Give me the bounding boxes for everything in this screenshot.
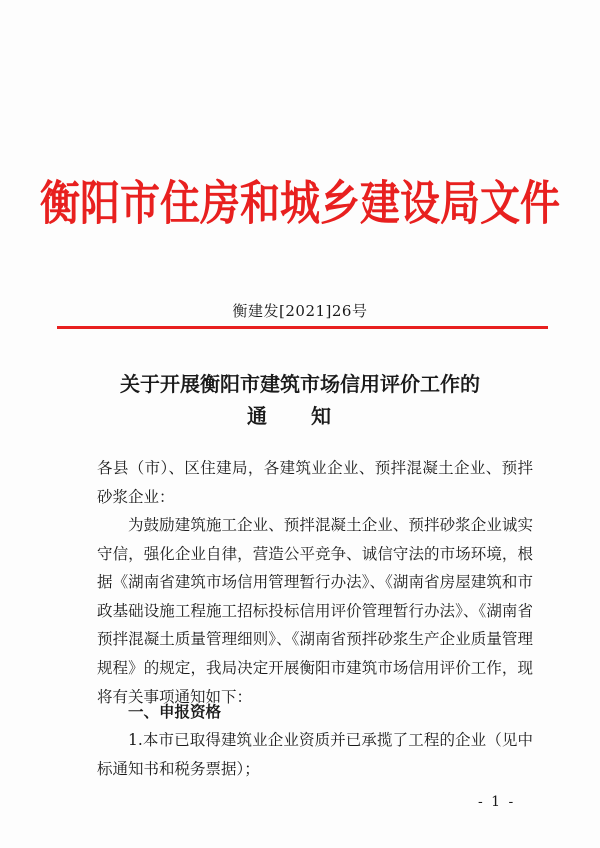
document-number: 衡建发[2021]26号: [232, 302, 368, 320]
body-paragraph-1: 为鼓励建筑施工企业、预拌混凝土企业、预拌砂浆企业诚实守信，强化企业自律，营造公平竞争、诚信守法的市场环境，根据《湖南省建筑市场信用管理暂行办法》、《湖南省房屋建筑和市政基础设施工程施工招标投标信用评价管理暂行办法》、《湖南省预拌混凝土质量管理细则》、《湖南省预拌砂浆生产企业质量管理规程》的规定，我局决定开展衡阳市建筑市场信用评价工作，现将有关事项通知如下：: [97, 516, 533, 706]
salutation: 各县（市）、区住建局，各建筑业企业、预拌混凝土企业、预拌砂浆企业：: [97, 459, 533, 506]
notice-title-line1: 关于开展衡阳市建筑市场信用评价工作的: [120, 372, 480, 396]
notice-title-line2: 通知: [247, 404, 375, 428]
document-header-title: 衡阳市住房和城乡建设局文件: [40, 175, 560, 232]
section-heading-1: 一、申报资格: [128, 703, 222, 721]
list-item-1: 1.本市已取得建筑业企业资质并已承揽了工程的企业（见中标通知书和税务票据）；: [97, 731, 533, 778]
red-divider-line: [57, 326, 548, 329]
page-number: - 1 -: [478, 794, 516, 810]
